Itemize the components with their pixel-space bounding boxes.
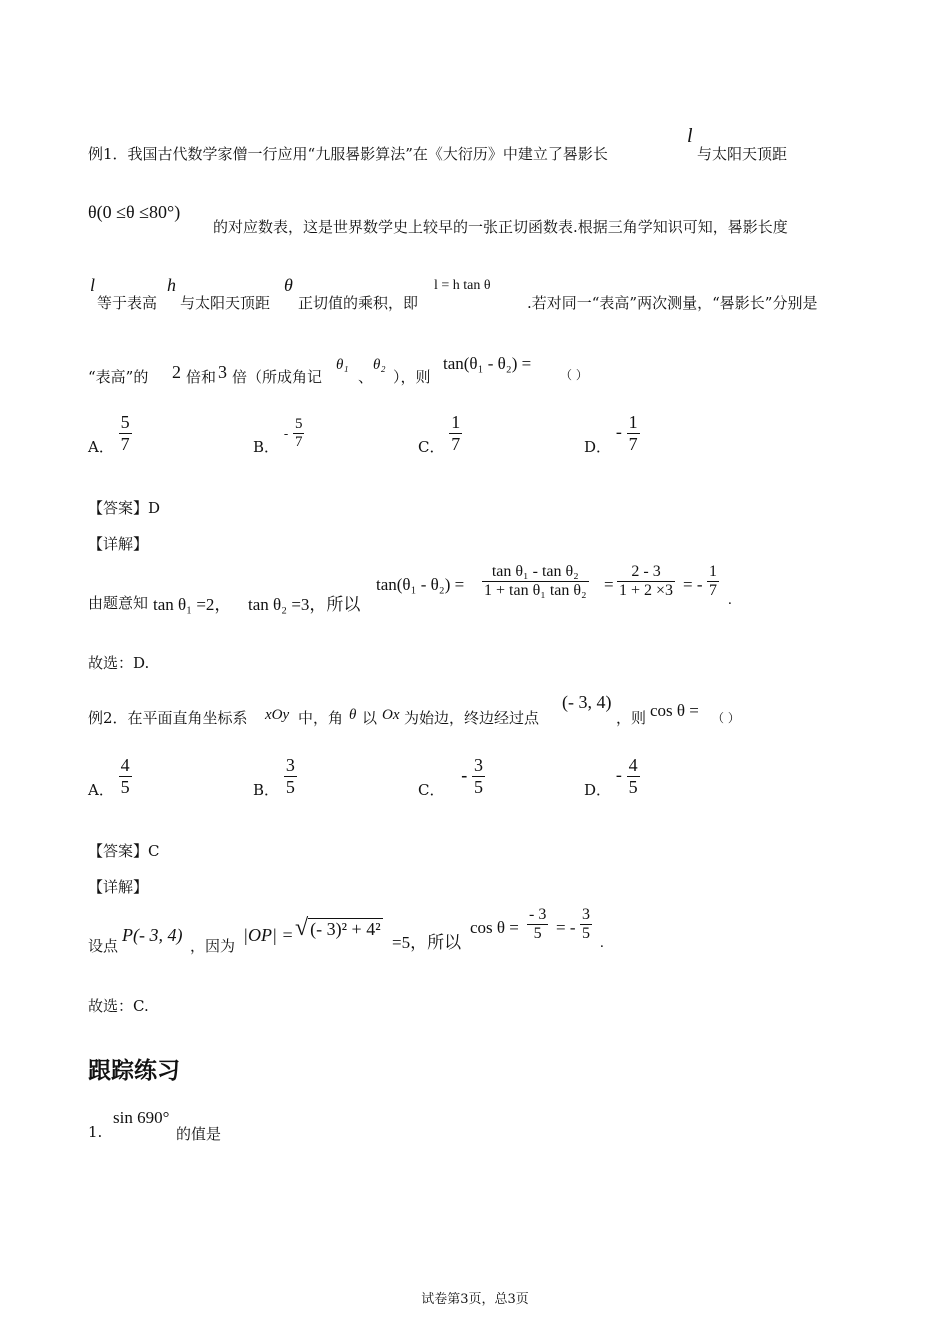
ex1-line2: 的对应数表，这是世界数学史上较早的一张正切函数表.根据三角学知识可知，晷影长度: [213, 218, 788, 236]
ex1-sol-a: 由题意知: [88, 594, 149, 612]
option-sign: -: [615, 764, 622, 785]
option-fraction: $\frac{3}{5}$: [474, 755, 484, 797]
ex2-theta: θ: [349, 707, 357, 723]
ex1-l-symbol-2: l: [90, 275, 96, 295]
ex2-sol-dot: .: [600, 935, 604, 951]
ex1-line3-d: .若对同一“表高”两次测量，“晷影长”分别是: [527, 294, 818, 312]
ex1-line3-b: 与太阳天顶距: [180, 294, 271, 312]
option-label: A．: [88, 438, 114, 456]
ex1-sol-dot: .: [728, 592, 732, 608]
q1-number: 1.: [88, 1123, 103, 1141]
ex1-answer: 【答案】D: [88, 499, 161, 517]
option-label: A．: [88, 781, 114, 799]
ex1-sol-eq2: = -: [683, 575, 703, 594]
ex1-sol-tan2: tan θ₂ =3，所以: [248, 595, 361, 614]
ex2-line1-d: 为始边，终边经过点: [404, 709, 540, 727]
ex1-theta-symbol: θ: [284, 275, 293, 295]
ex1-tan-expr: tan(θ₁ - θ₂) =: [443, 354, 532, 373]
ex1-paren: （ ）: [560, 368, 588, 382]
ex1-sol-fraction-2: $\frac{2 - 3}{1 + 2 \times 3}$: [619, 563, 674, 599]
ex1-sol-tan1: tan θ₁ =2，: [153, 595, 232, 614]
ex1-three: 3: [218, 362, 227, 382]
ex2-answer: 【答案】C: [88, 842, 160, 860]
ex2-xoy: xOy: [265, 707, 290, 723]
ex2-sol-fraction-2: $\frac{3}{5}$: [582, 906, 590, 942]
ex2-line1-c: 以: [362, 709, 378, 727]
ex1-line4-a: “表高”的: [88, 368, 149, 386]
ex1-sep: 、: [358, 368, 374, 386]
option-sign: -: [461, 764, 468, 785]
ex1-option-d[interactable]: [584, 410, 640, 457]
ex1-sol-fraction-3: $\frac{1}{7}$: [709, 563, 717, 599]
option-label: D．: [584, 438, 612, 456]
ex1-sol-fraction-1: $\frac{\text{tan θ₁ - tan θ₂}}{\text{1 + tan θ₁ tan θ₂}}$: [484, 563, 587, 599]
ex2-sol-a: 设点: [88, 937, 119, 955]
ex1-l-symbol: l: [687, 125, 693, 147]
ex2-cos-expr: cos θ =: [650, 701, 699, 720]
option-label: B．: [253, 438, 280, 456]
option-fraction: $\frac{5}{7}$: [120, 412, 130, 454]
ex1-option-c[interactable]: [418, 410, 462, 457]
option-label: C．: [418, 781, 445, 799]
option-fraction: $\frac{1}{7}$: [628, 412, 638, 454]
ex2-line1-b: 中，角: [298, 709, 344, 727]
ex2-option-d[interactable]: [584, 753, 640, 800]
ex2-sol-b: ，因为: [190, 937, 236, 955]
ex1-sol-lhs: tan(θ₁ - θ₂) =: [376, 575, 465, 594]
option-fraction: $\frac{5}{7}$: [294, 416, 303, 450]
ex2-point: (- 3, 4): [562, 692, 612, 712]
ex2-sol-cos: cos θ =: [470, 918, 519, 937]
ex1-h-symbol: h: [167, 275, 176, 295]
option-sign: -: [615, 421, 622, 442]
option-label: C．: [418, 438, 445, 456]
page-footer: 试卷第3页，总3页: [421, 1292, 529, 1307]
ex1-text-1: 例1．我国古代数学家僧一行应用“九服晷影算法”在《大衍历》中建立了晷影长: [88, 145, 608, 163]
ex2-sol-c: =5，所以: [392, 933, 462, 952]
ex1-detail: 【详解】: [88, 535, 149, 553]
q1-expr: sin 690°: [113, 1108, 170, 1127]
ex2-sol-sqrt: √ (- 3)² + 4²: [295, 915, 381, 941]
section-title: 跟踪练习: [88, 1058, 180, 1084]
ex2-sol-op: |OP| =: [243, 925, 294, 945]
ex1-line1: [88, 143, 608, 164]
option-label: D．: [584, 781, 612, 799]
ex1-formula: l = h tan θ: [434, 278, 491, 293]
ex1-line4-b: 倍和: [186, 368, 217, 386]
ex1-line3-a: 等于表高: [97, 294, 158, 312]
option-label: B．: [253, 781, 280, 799]
ex2-choose: 故选：C.: [88, 997, 149, 1015]
ex2-detail: 【详解】: [88, 878, 149, 896]
option-sign: -: [283, 425, 289, 441]
ex1-two: 2: [172, 362, 181, 382]
ex1-line4-d: ），则: [393, 368, 431, 386]
ex1-theta1: θ₁: [336, 357, 349, 373]
ex2-sol-p: P(- 3, 4): [122, 925, 183, 945]
ex2-ox: Ox: [382, 707, 400, 723]
ex2-sol-eq: = -: [556, 918, 576, 937]
ex1-theta2: θ₂: [373, 357, 386, 373]
option-fraction: $\frac{3}{5}$: [285, 755, 295, 797]
q1-text: 的值是: [176, 1125, 222, 1143]
ex1-sol-eq1: =: [604, 575, 614, 594]
ex1-line3-c: 正切值的乘积，即: [298, 294, 419, 312]
ex2-option-b[interactable]: [253, 753, 297, 800]
ex2-option-c[interactable]: [418, 753, 485, 800]
option-fraction: $\frac{4}{5}$: [628, 755, 638, 797]
option-fraction: $\frac{1}{7}$: [451, 412, 461, 454]
ex2-line1-e: ，则: [616, 709, 647, 727]
option-fraction: $\frac{4}{5}$: [120, 755, 130, 797]
ex1-option-a[interactable]: [88, 410, 132, 457]
ex2-sol-fraction-1: $\frac{- 3}{5}$: [529, 906, 547, 942]
ex2-line1-a: 例2．在平面直角坐标系: [88, 709, 248, 727]
ex1-option-b[interactable]: [253, 410, 304, 457]
ex1-line1-end: 与太阳天顶距: [697, 145, 788, 163]
ex2-paren: （ ）: [712, 711, 740, 725]
ex1-theta-range: θ(0 ≤θ ≤80°): [88, 202, 181, 222]
ex2-option-a[interactable]: [88, 753, 132, 800]
ex1-line4-c: 倍（所成角记: [232, 368, 323, 386]
ex1-choose: 故选：D.: [88, 654, 150, 672]
